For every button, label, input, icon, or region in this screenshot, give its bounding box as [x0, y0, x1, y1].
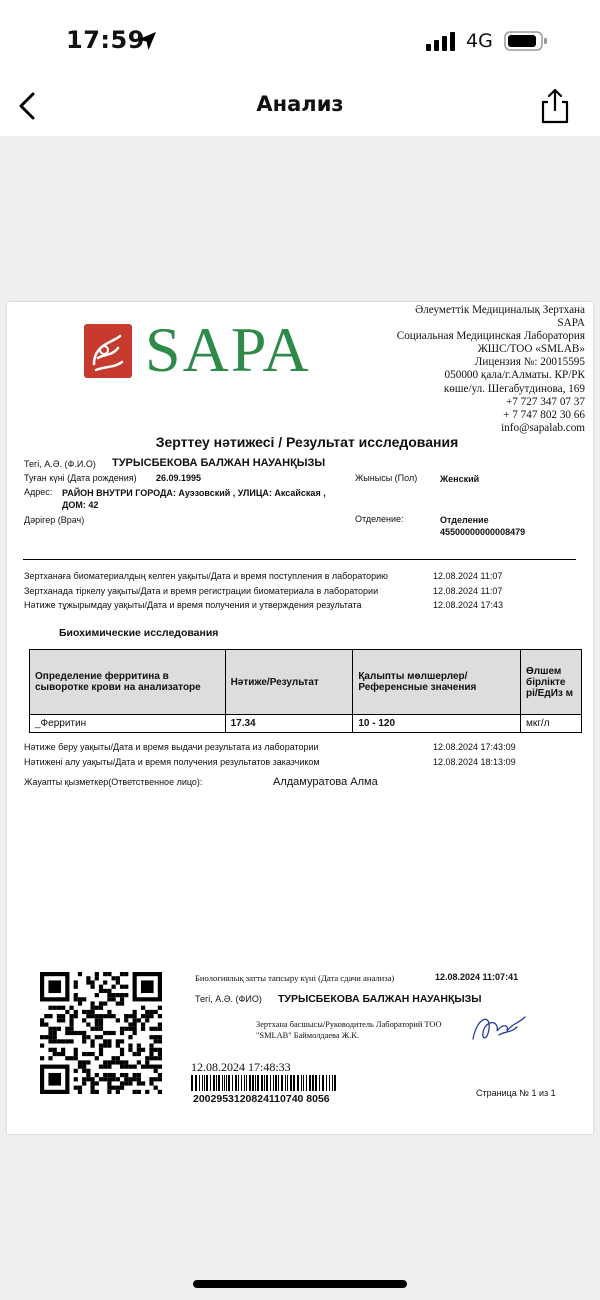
org-line: Лицензия №: 20015595	[474, 356, 585, 369]
sapa-logo-text: SAPA	[145, 314, 311, 385]
issue-label: Нәтиже беру уақыты/Дата и время выдачи результата из лаборатории	[24, 742, 319, 752]
reference-cell: 10 - 120	[353, 715, 521, 733]
org-line: Социальная Медицинская Лаборатория	[396, 330, 585, 343]
time-label: Зертханаға биоматериалдың келген уақыты/Дата и время поступления в лабораторию	[24, 571, 388, 581]
barcode-number: 2002953120824110740 8056	[193, 1093, 330, 1105]
home-indicator	[193, 1280, 407, 1288]
issue-value: 12.08.2024 17:43:09	[433, 742, 516, 752]
battery-icon	[504, 30, 548, 52]
address-line-1: РАЙОН ВНУТРИ ГОРОДА: Ауэзовский , УЛИЦА: Аксайская ,	[62, 488, 326, 498]
head-line-1: Зертхана басшысы/Руководитель Лабораторий ТОО	[256, 1020, 442, 1029]
table-header-cell: Определение ферритина в сыворотке крови на анализаторе	[30, 650, 226, 715]
table-header-cell: Нәтиже/Результат	[225, 650, 353, 715]
results-table	[29, 649, 582, 733]
page-title: Анализ	[256, 92, 344, 116]
address-label: Адрес:	[24, 487, 53, 497]
department-value-1: Отделение	[440, 515, 489, 525]
status-time: 17:59	[66, 26, 145, 54]
doctor-label: Дәрігер (Врач)	[24, 515, 85, 525]
time-label: Зертханада тіркелу уақыты/Дата и время регистрации биоматериала в лаборатории	[24, 586, 379, 596]
dob-value: 26.09.1995	[156, 473, 202, 483]
result-cell: 17.34	[225, 715, 353, 733]
responsible-label: Жауапты қызметкер(Ответственное лицо):	[24, 777, 203, 787]
print-time: 12.08.2024 17:48:33	[191, 1060, 291, 1074]
org-line: 050000 қала/г.Алматы. КР/РК	[444, 369, 585, 382]
sex-label: Жынысы (Пол)	[355, 473, 418, 483]
org-info	[397, 304, 585, 435]
document-title: Зерттеу нәтижесі / Результат исследования	[155, 434, 459, 450]
divider	[23, 559, 576, 560]
signature-icon	[469, 1009, 529, 1047]
table-header-cell: Қалыпты мөлшерлер/Референсные значения	[353, 650, 521, 715]
time-value: 12.08.2024 11:07	[433, 586, 503, 596]
unit-cell: мкг/л	[521, 715, 582, 733]
org-line: ЖШС/ТОО «SMLAB»	[477, 343, 585, 356]
fio-label: Тегі, А.Ә. (Ф.И.О)	[24, 459, 96, 469]
delivery-label: Биологиялық затты тапсыру күні (Дата сдачи анализа)	[195, 973, 395, 983]
nav-bar	[0, 80, 600, 136]
department-value-2: 45500000000008479	[440, 527, 526, 537]
table-row	[30, 715, 582, 733]
time-value: 12.08.2024 17:43	[433, 600, 504, 610]
signal-bars-icon	[425, 30, 457, 52]
status-bar	[0, 0, 600, 80]
qr-code-icon	[40, 972, 162, 1094]
org-line: SAPA	[557, 317, 585, 330]
footer-patient-name: ТУРЫСБЕКОВА БАЛЖАН НАУАНҚЫЗЫ	[278, 993, 482, 1005]
lab-result-document	[7, 302, 593, 1134]
responsible-name: Алдамуратова Алма	[273, 776, 378, 788]
test-name-cell: _Ферритин	[30, 715, 226, 733]
time-value: 12.08.2024 11:07	[433, 571, 503, 581]
org-line: info@sapalab.com	[501, 421, 585, 434]
table-header-row	[30, 650, 582, 715]
department-label: Отделение:	[355, 514, 404, 524]
network-type: 4G	[466, 30, 493, 52]
delivery-value: 12.08.2024 11:07:41	[435, 972, 519, 982]
section-title: Биохимические исследования	[59, 627, 219, 639]
location-arrow-icon	[136, 30, 158, 52]
footer-fio-label: Тегі, А.Ә. (ФИО)	[195, 994, 262, 1004]
org-line: + 7 747 802 30 66	[503, 408, 585, 421]
issue-label: Нәтижені алу уақыты/Дата и время получения результатов заказчиком	[24, 757, 320, 767]
org-line: көше/ул. Шегабутдинова, 169	[443, 382, 585, 395]
table-header-cell: Өлшем бірлікте рі/ЕдИз м	[521, 650, 582, 715]
sex-value: Женский	[440, 474, 480, 484]
page-number: Страница № 1 из 1	[476, 1088, 556, 1098]
time-label: Нәтиже тұжырымдау уақыты/Дата и время получения и утверждения результата	[24, 600, 362, 610]
share-icon[interactable]	[538, 86, 572, 126]
barcode-icon	[191, 1075, 339, 1091]
org-line: Әлеуметтік Медициналық Зертхана	[415, 304, 585, 316]
patient-name: ТУРЫСБЕКОВА БАЛЖАН НАУАНҚЫЗЫ	[112, 457, 326, 469]
sapa-logo-icon	[84, 324, 132, 378]
org-line: +7 727 347 07 37	[505, 395, 585, 408]
dob-label: Туған күні (Дата рождения)	[24, 473, 137, 483]
address-line-2: ДОМ: 42	[62, 500, 99, 510]
issue-value: 12.08.2024 18:13:09	[433, 757, 516, 767]
head-line-2: "SMLAB" Баймолдаева Ж.К.	[256, 1031, 359, 1040]
